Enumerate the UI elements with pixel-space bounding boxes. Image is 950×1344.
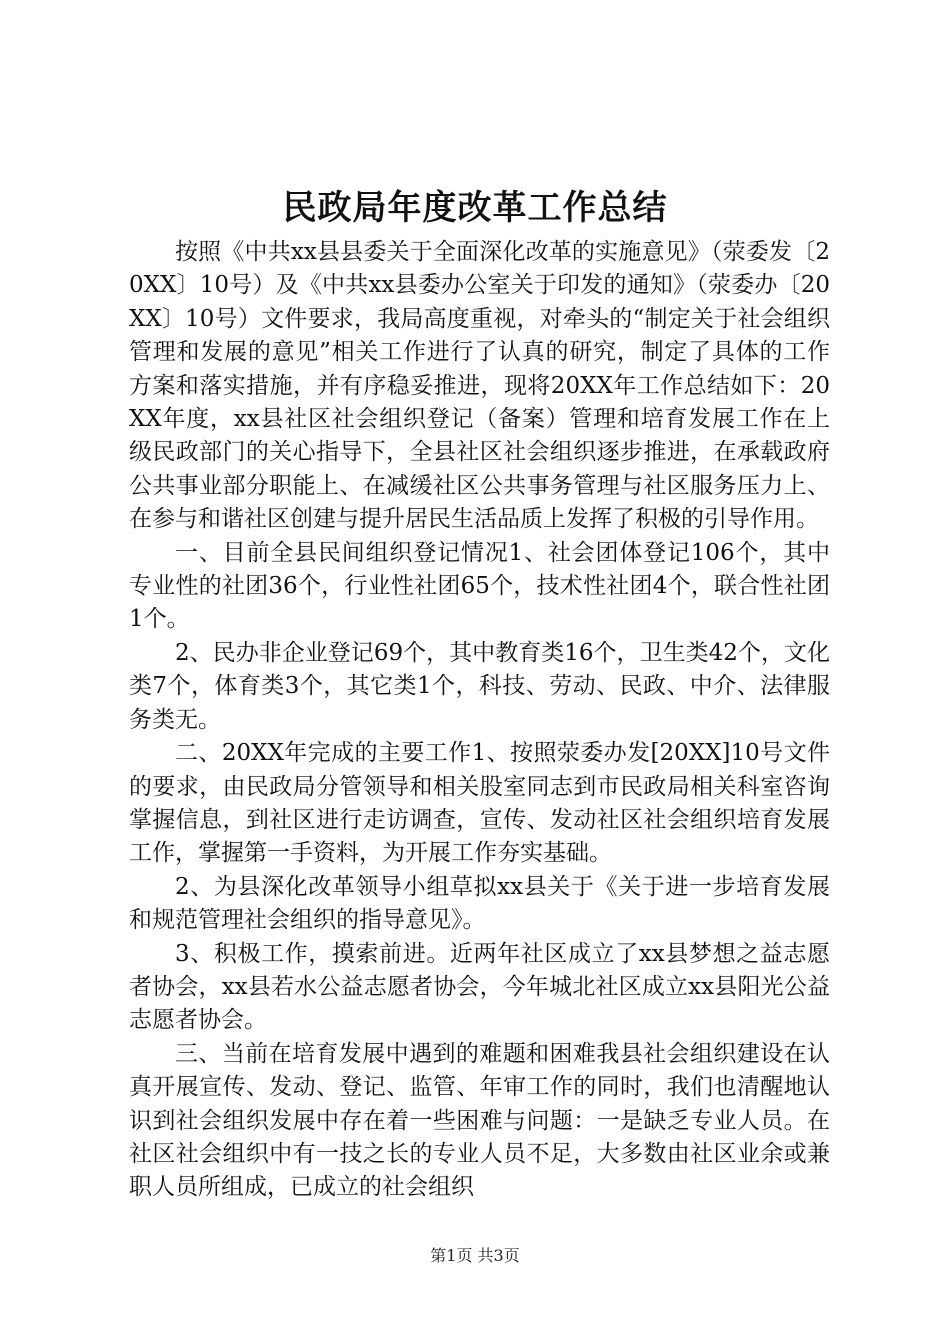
- paragraph-section-1: 一、目前全县民间组织登记情况1、社会团体登记106个，其中专业性的社团36个，行业性社团65个，技术性社团4个，联合性社团1个。: [129, 539, 830, 633]
- page-indicator: 第1页 共3页: [430, 1246, 520, 1265]
- paragraph-section-1-item-2: 2、民办非企业登记69个，其中教育类16个，卫生类42个，文化类7个，体育类3个，其它类1个，科技、劳动、民政、中介、法律服务类无。: [129, 639, 830, 733]
- document-title: 民政局年度改革工作总结: [282, 188, 668, 228]
- paragraph-section-2-item-3: 3、积极工作，摸索前进。近两年社区成立了xx县梦想之益志愿者协会，xx县若水公益志愿者协会，今年城北社区成立xx县阳光公益志愿者协会。: [129, 940, 830, 1034]
- paragraph-section-2: 二、20XX年完成的主要工作1、按照荥委办发[20XX]10号文件的要求，由民政局分管领导和相关股室同志到市民政局相关科室咨询掌握信息，到社区进行走访调查，宣传、发动社区社会组织培育发展工作，掌握第一手资料，为开展工作夯实基础。: [129, 740, 830, 867]
- paragraph-section-3: 三、当前在培育发展中遇到的难题和困难我县社会组织建设在认真开展宣传、发动、登记、监管、年审工作的同时，我们也清醒地认识到社会组织发展中存在着一些困难与问题：一是缺乏专业人员。在社区社会组织中有一技之长的专业人员不足，大多数由社区业余或兼职人员所组成，已成立的社会组织: [129, 1040, 830, 1201]
- paragraph-intro: 按照《中共xx县县委关于全面深化改革的实施意见》（荥委发〔20XX〕10号）及《中共xx县委办公室关于印发的通知》（荥委办〔20XX〕10号）文件要求，我局高度重视，对牵头的“制定关于社会组织管理和发展的意见”相关工作进行了认真的研究，制定了具体的工作方案和落实措施，并有序稳妥推进，现将20XX年工作总结如下：20XX年度，xx县社区社会组织登记（备案）管理和培育发展工作在上级民政部门的关心指导下，全县社区社会组织逐步推进，在承载政府公共事业部分职能上、在减缓社区公共事务管理与社区服务压力上、在参与和谐社区创建与提升居民生活品质上发挥了积极的引导作用。: [129, 239, 830, 533]
- paragraph-section-2-item-2: 2、为县深化改革领导小组草拟xx县关于《关于进一步培育发展和规范管理社会组织的指导意见》。: [129, 873, 830, 934]
- page-footer: [0, 1244, 950, 1268]
- document-body: [129, 236, 830, 1205]
